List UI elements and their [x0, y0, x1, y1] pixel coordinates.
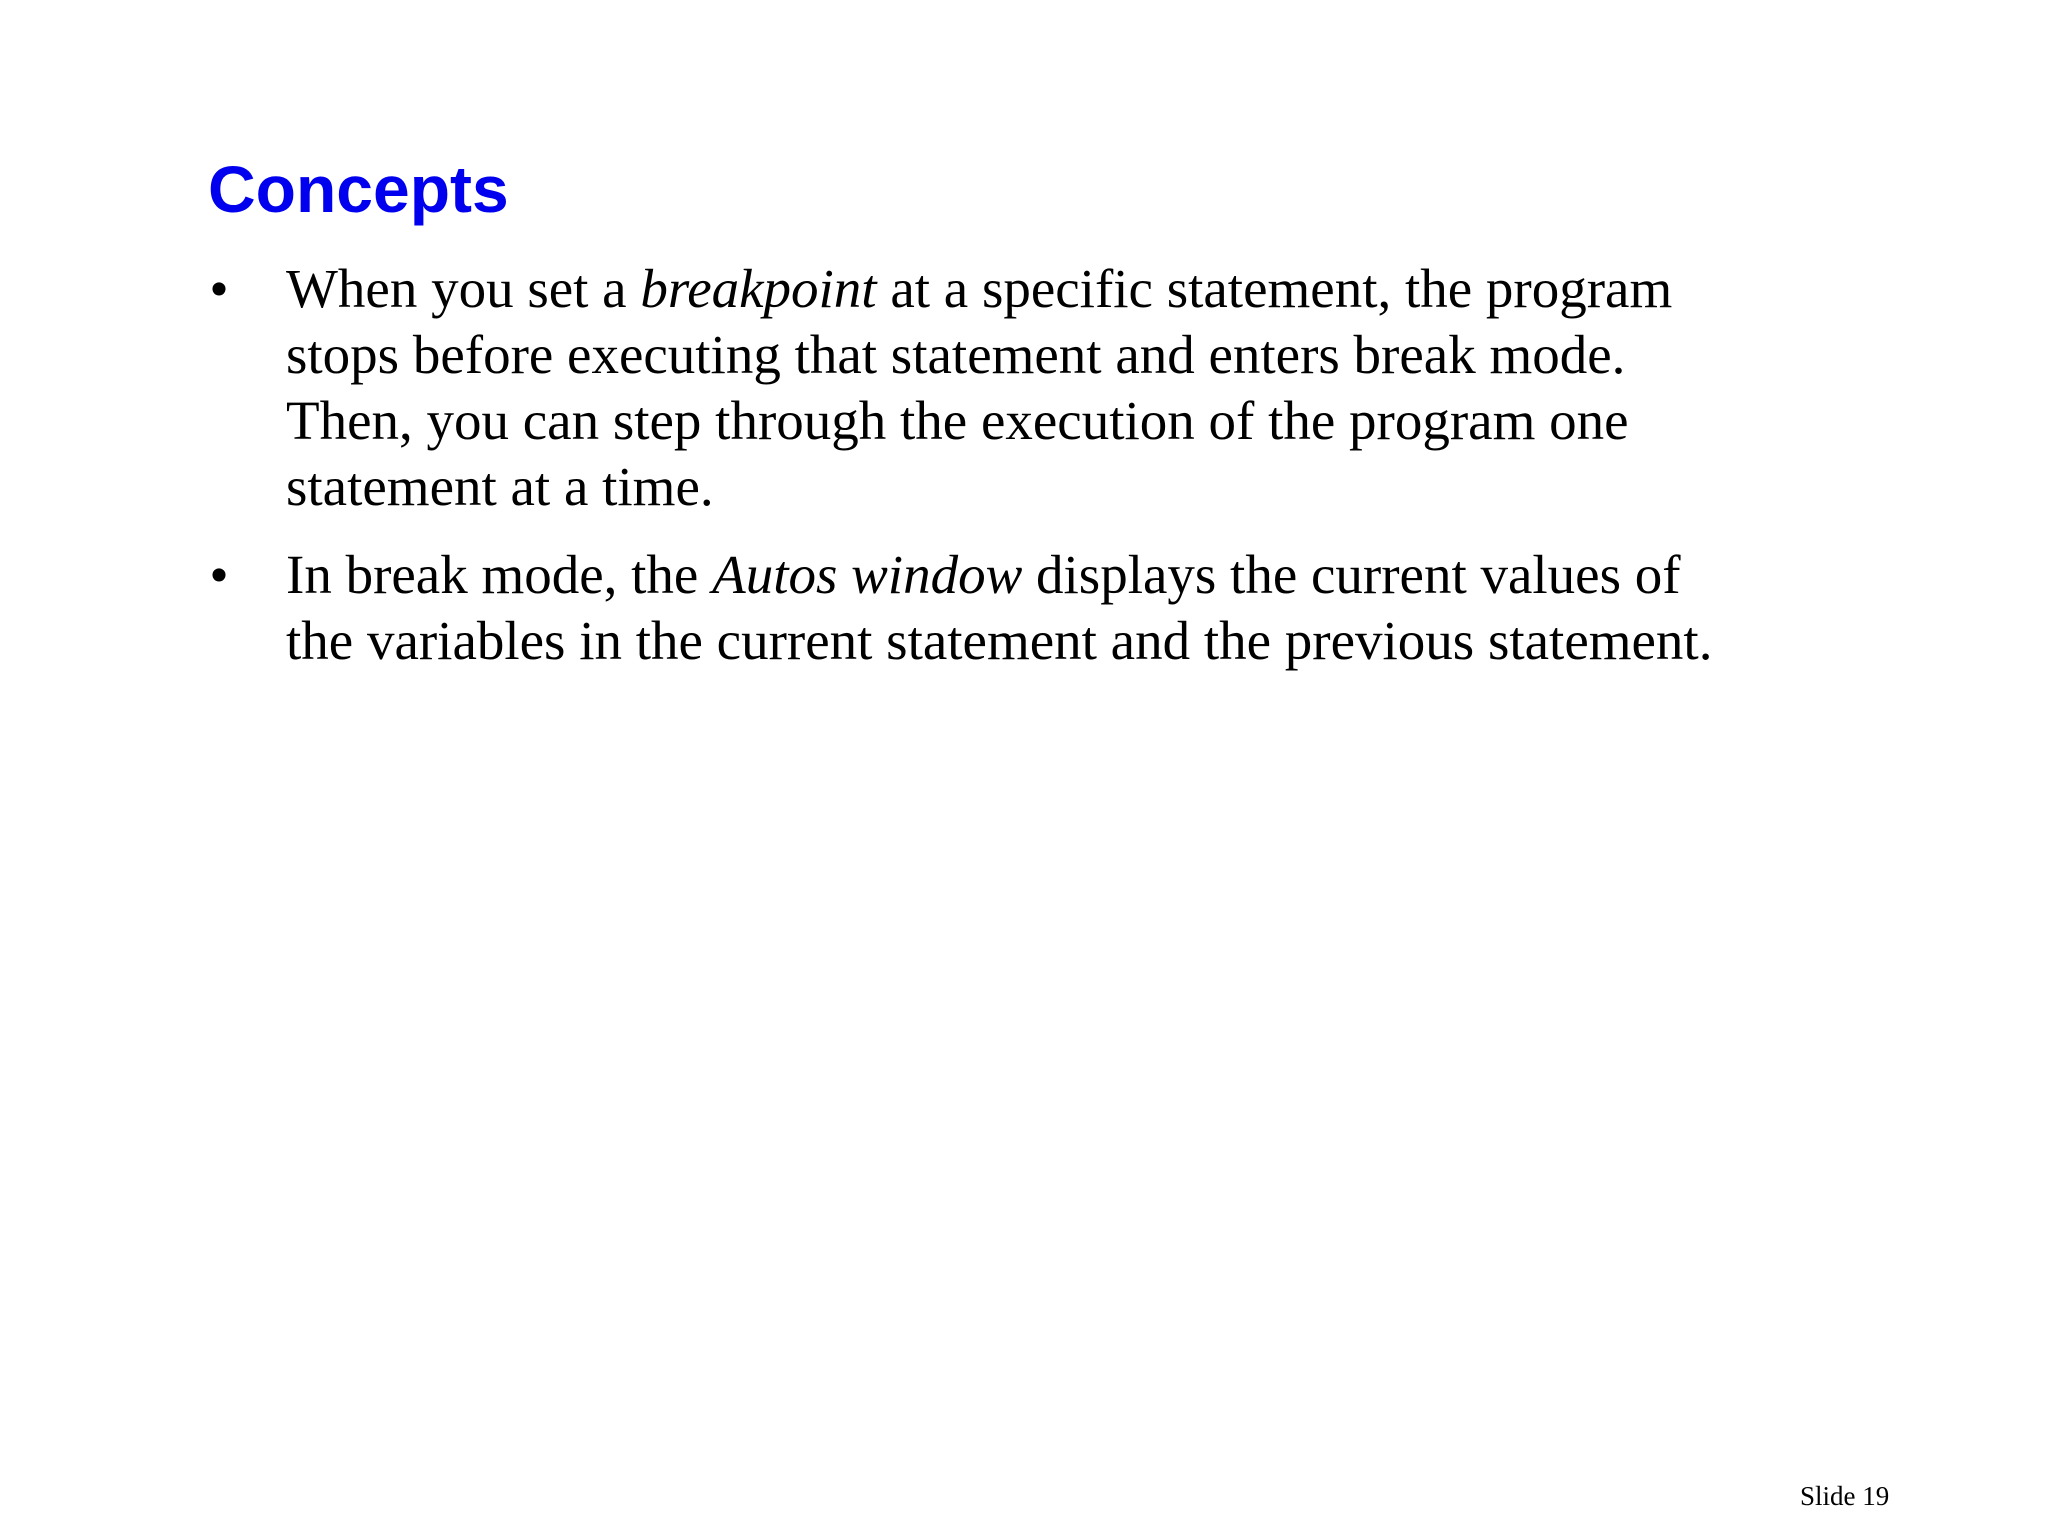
- bullet-line: [286, 542, 1824, 608]
- slide-title: Concepts: [208, 152, 509, 226]
- emphasized-term: breakpoint: [640, 258, 877, 319]
- bullet-line: Then, you can step through the execution of the program one: [286, 390, 1629, 451]
- bullet-line: the variables in the current statement and the previous statement.: [286, 610, 1713, 671]
- emphasized-term: Autos window: [712, 544, 1023, 605]
- bullet-item-breakpoint: [204, 256, 1824, 520]
- bullet-text: [286, 256, 1824, 520]
- bullet-list: [204, 256, 1824, 696]
- bullet-item-autos-window: [204, 542, 1824, 674]
- text-run: at a specific statement, the program: [876, 258, 1673, 319]
- bullet-line: statement at a time.: [286, 456, 714, 517]
- bullet-dot-icon: •: [209, 258, 229, 319]
- text-run: When you set a: [286, 258, 641, 319]
- bullet-line: [286, 256, 1824, 322]
- bullet-dot-icon: •: [209, 544, 229, 605]
- slide-number: Slide 19: [1800, 1481, 1890, 1511]
- bullet-line: stops before executing that statement and enters break mode.: [286, 324, 1626, 385]
- bullet-text: [286, 542, 1824, 674]
- text-run: In break mode, the: [286, 544, 713, 605]
- text-run: displays the current values of: [1022, 544, 1681, 605]
